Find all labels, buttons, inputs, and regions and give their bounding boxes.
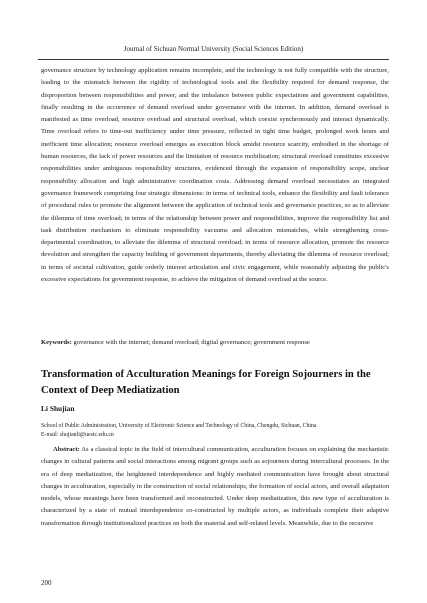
body-paragraph: governance structure by technology application remains incomplete, and the technology is not fully compatible with the structure, leading to the mismatch between the rigidity of technological tools and the flexibility required for demand response, the disproportion between responsibilities and power, and the imbalance between public expectations and government capabilities, finally resulting in the occurrence of demand overload under governance with the internet. In addition, demand overload is manifested as time overload, resource overload and structural overload, which coexist synchronously and interact dynamically. Time overload refers to time-out inefficiency under time pressure, reflected in tight time budget, prolonged work hours and inefficient time allocation; resource overload emerges as execution block amidst resource scarcity, embodied in the shortage of human resources, the lack of power resources and the limitation of resource mobilization; structural overload constitutes excessive responsibilities under ambiguous responsibility structures, evidenced through the expansion of responsibility scope, unclear responsibility allocation and high administrative coordination costs. Addressing demand overload necessitates an integrated governance framework comprising four strategic dimensions: in terms of technical tools, enhance the flexibility and fault tolerance of procedural rules to promote the alignment between the application of technical tools and governance practices, so as to alleviate the dilemma of time overload; in terms of the relationship between power and responsibilities, improve the responsibility list and task distribution mechanism to eliminate responsibility vacuums and allocation mismatches, while strengthening cross-departmental coordination, to alleviate the dilemma of structural overload; in terms of resource allocation, promote the resource devolution and strengthen the capacity building of government departments, thereby alleviating the dilemma of resource overload; in terms of societal cultivation, guide orderly interest articulation and civic engagement, while reasonably adjusting the public's excessive expectations for government response, to achieve the mitigation of demand overload at the source. bbox=[41, 67, 389, 284]
header-rule bbox=[38, 59, 389, 60]
abstract-text: As a classical topic in the field of intercultural communication, acculturation focuses on explaining the mechanistic changes in cultural patterns and social interactions among migrant groups such as sojourners during intercultural processes. In the era of deep mediatization, the heightened interdependence and highly mediated communication have brought about structural changes in acculturation, especially in the construction of social relationships, the formation of social actors, and overall adaptation models, whose meanings have been transformed and reconstructed. Under deep mediatization, this new type of acculturation is characterized by a state of mutual interdependence co-constructed by multiple actors, as individuals complete their adaptive transformation through institutionalized practices on both the material and self-related levels. Meanwhile, due to the recursive bbox=[41, 446, 389, 527]
author-name: Li Shujian bbox=[41, 404, 75, 413]
affiliation-block bbox=[41, 422, 401, 440]
article-title: Transformation of Acculturation Meanings for Foreign Sojourners in the Context of Deep Mediatization bbox=[41, 369, 371, 396]
abstract-label: Abstract: bbox=[53, 446, 80, 453]
keywords-label: Keywords: bbox=[41, 339, 72, 346]
abstract-paragraph bbox=[41, 444, 389, 530]
keywords-line bbox=[41, 338, 401, 348]
running-header: Journal of Sichuan Normal University (Social Sciences Edition) bbox=[123, 45, 304, 53]
email: E-mail: shujianli@uestc.edu.cn bbox=[41, 432, 114, 438]
affiliation: School of Public Administration, University of Electronic Science and Technology of China, Chengdu, Sichuan, China bbox=[41, 423, 317, 429]
page-number: 200 bbox=[41, 579, 52, 587]
keywords-text: governance with the internet; demand overload; digital governance; government response bbox=[73, 339, 310, 346]
